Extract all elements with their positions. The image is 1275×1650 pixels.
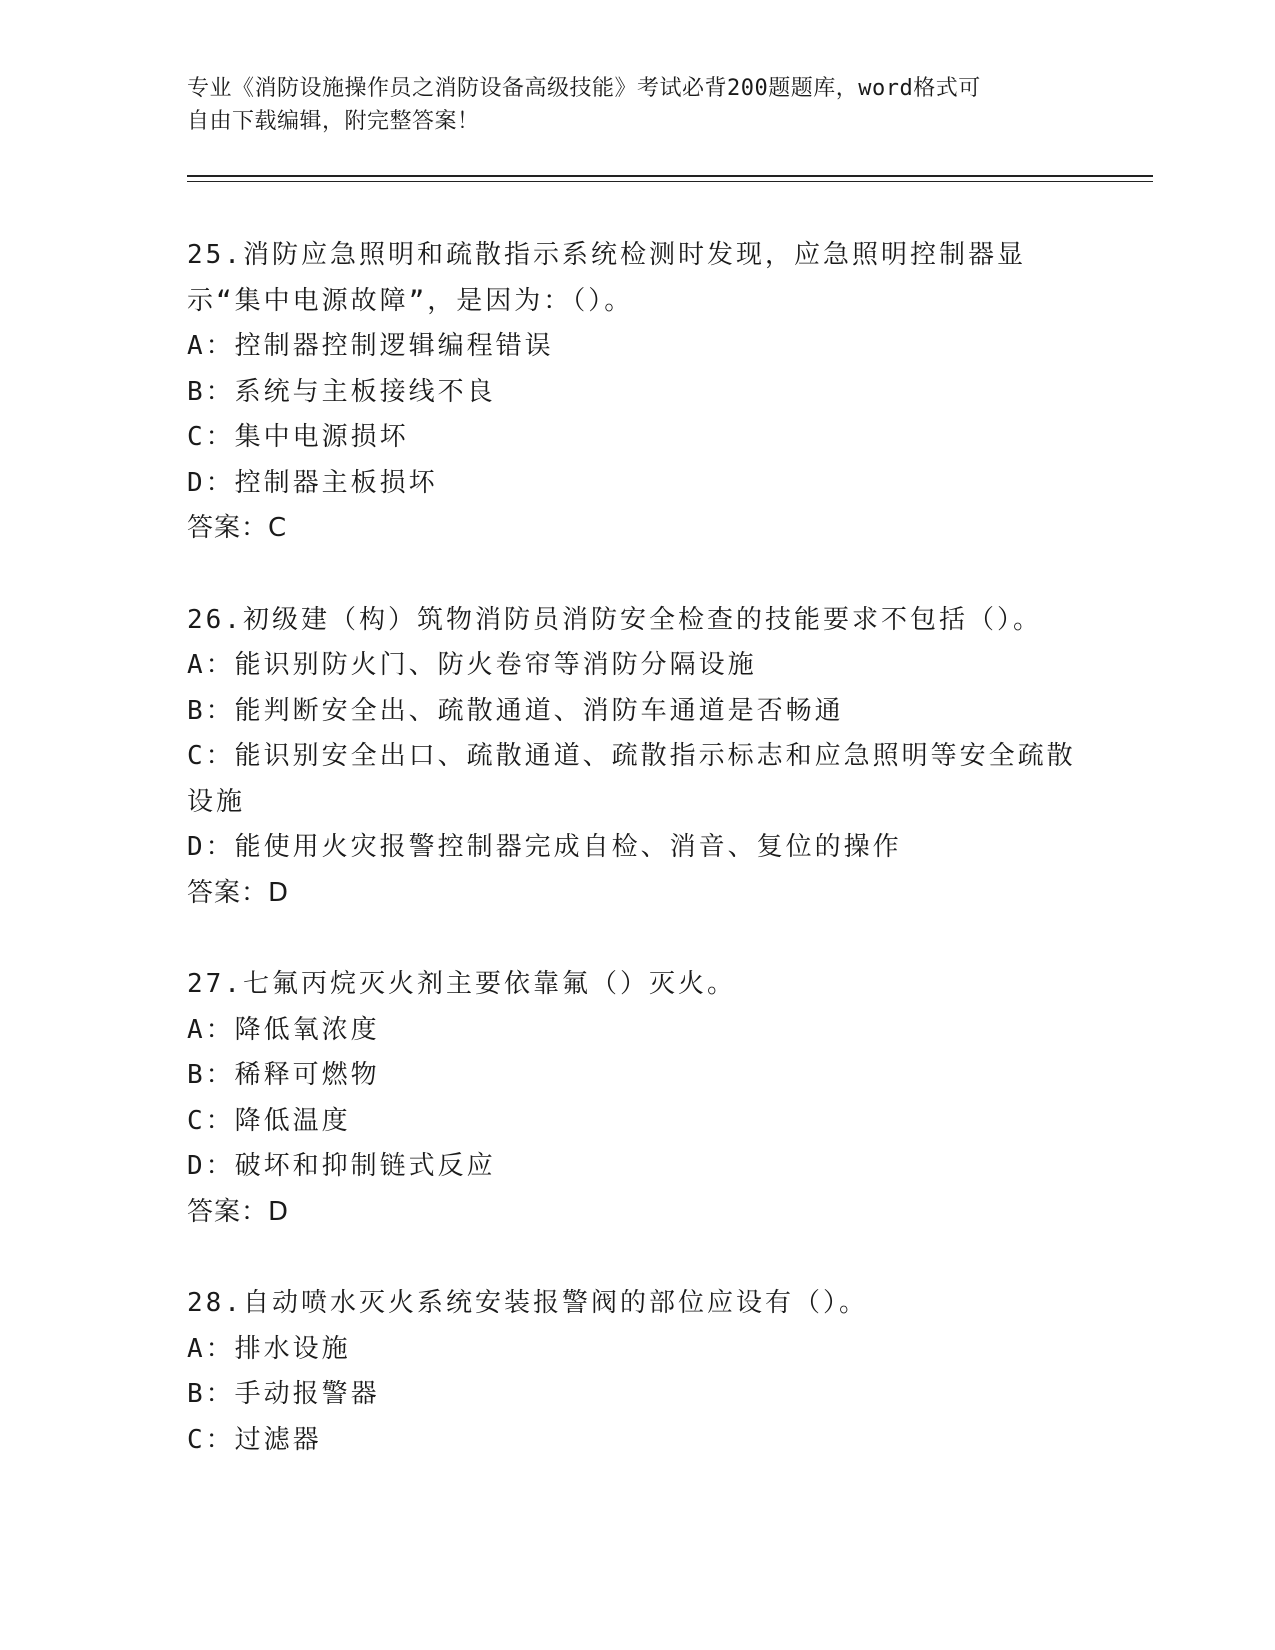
- option-a: A：能识别防火门、防火卷帘等消防分隔设施: [187, 650, 757, 680]
- question-26: [187, 598, 1087, 917]
- option-b: B：手动报警器: [187, 1379, 380, 1409]
- option-b: B：稀释可燃物: [187, 1060, 380, 1090]
- header-divider-thin: [187, 181, 1153, 182]
- option-c: C：能识别安全出口、疏散通道、疏散指示标志和应急照明等安全疏散设施: [187, 741, 1076, 817]
- answer-line: 答案：C: [187, 513, 288, 543]
- question-stem: 27.七氟丙烷灭火剂主要依靠氟（）灭火。: [187, 969, 736, 999]
- option-b: B：系统与主板接线不良: [187, 376, 496, 407]
- question-25: [187, 233, 1087, 552]
- option-b: B：能判断安全出、疏散通道、消防车通道是否畅通: [187, 695, 844, 726]
- option-c: C：降低温度: [187, 1105, 351, 1136]
- header-line-1: 专业《消防设施操作员之消防设备高级技能》考试必背200题题库，word格式可: [187, 76, 981, 101]
- question-28: [187, 1281, 1087, 1463]
- document-header: [187, 72, 1067, 138]
- question-27: [187, 962, 1087, 1235]
- question-list: [187, 233, 1087, 1509]
- answer-line: 答案：D: [187, 1196, 290, 1227]
- question-stem: 28.自动喷水灭火系统安装报警阀的部位应设有（）。: [187, 1288, 868, 1318]
- option-d: D：能使用火灾报警控制器完成自检、消音、复位的操作: [187, 832, 902, 862]
- header-divider-thick: [187, 175, 1153, 177]
- option-a: A：排水设施: [187, 1333, 351, 1364]
- question-stem: 26.初级建（构）筑物消防员消防安全检查的技能要求不包括（）。: [187, 604, 1042, 635]
- option-a: A：控制器控制逻辑编程错误: [187, 331, 554, 361]
- question-stem: 25.消防应急照明和疏散指示系统检测时发现，应急照明控制器显示“集中电源故障”，是因为：（）。: [187, 240, 1026, 316]
- option-c: C：集中电源损坏: [187, 422, 409, 452]
- option-c: C：过滤器: [187, 1424, 322, 1455]
- option-a: A：降低氧浓度: [187, 1014, 380, 1045]
- answer-line: 答案：D: [187, 877, 290, 908]
- option-d: D：控制器主板损坏: [187, 467, 438, 498]
- header-line-2: 自由下载编辑，附完整答案！: [187, 109, 480, 134]
- option-d: D：破坏和抑制链式反应: [187, 1151, 496, 1181]
